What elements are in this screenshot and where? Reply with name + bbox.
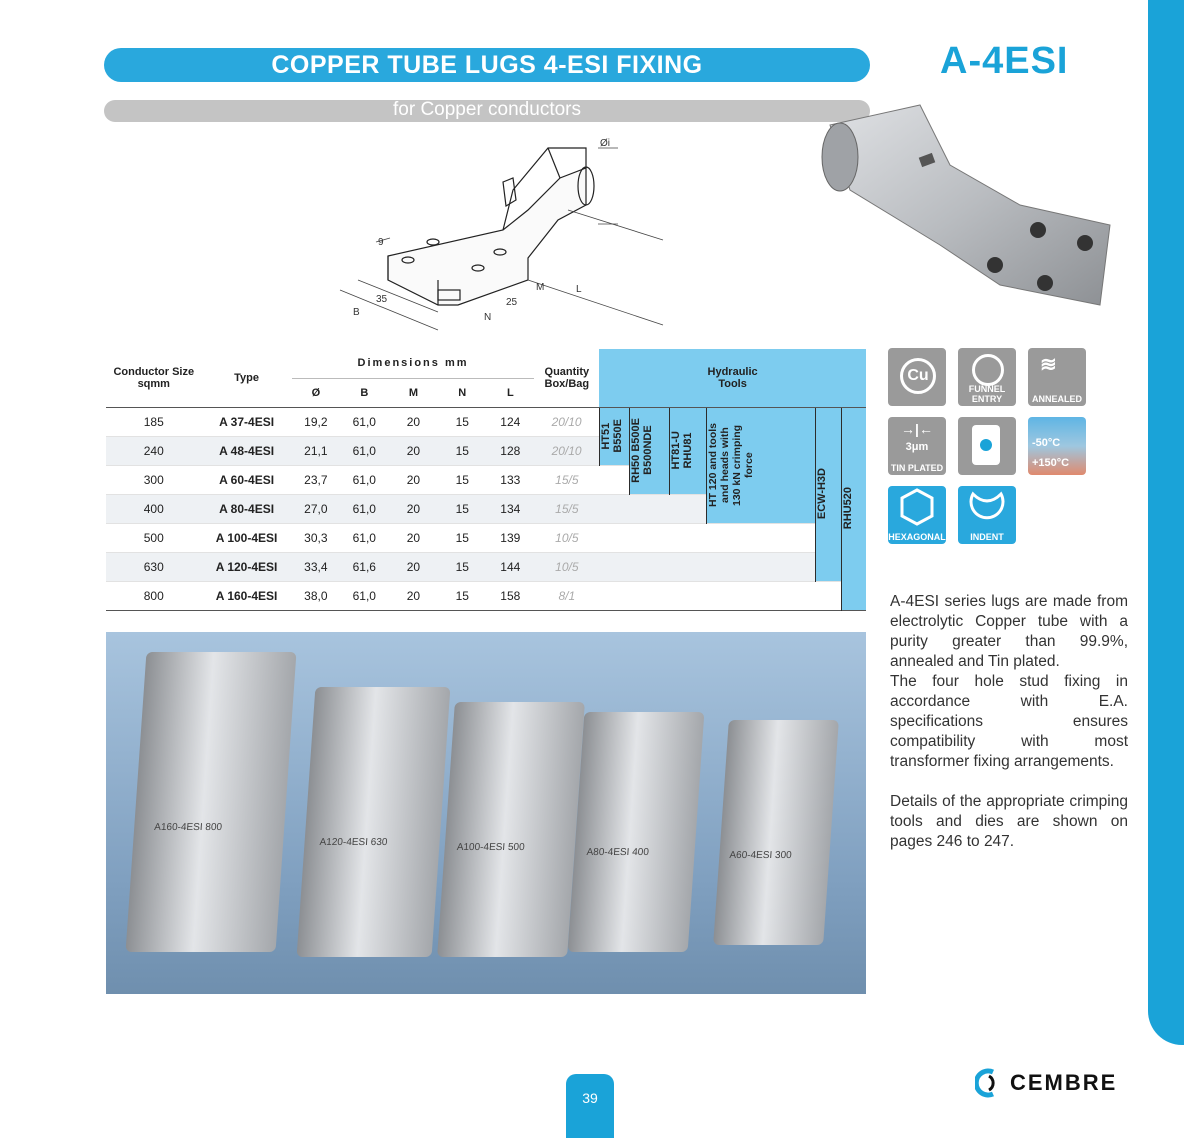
lug-4: A80-4ESI 400: [568, 712, 705, 952]
description-p2: The four hole stud fixing in accordance with E.A. specifications ensures compatibility with most transformer fixing arrangements.: [890, 673, 1128, 770]
cell-qty: 15/5: [534, 465, 599, 494]
tool-rhu520: RHU520: [842, 407, 866, 610]
cell-b: 61,0: [340, 436, 388, 465]
empty-cell: [599, 581, 841, 610]
cu-icon: Cu: [888, 348, 946, 406]
th-n: N: [458, 386, 467, 399]
cell-b: 61,0: [340, 581, 388, 610]
empty-cell: [599, 552, 815, 581]
tool-ht81: HT81-U RHU81: [670, 407, 707, 494]
cell-d: 27,0: [292, 494, 340, 523]
cell-size: 300: [106, 465, 202, 494]
cell-l: 128: [486, 436, 534, 465]
dim-di: Øi: [600, 138, 610, 149]
cell-qty: 15/5: [534, 494, 599, 523]
empty-cell: [599, 465, 630, 494]
cell-l: 144: [486, 552, 534, 581]
empty-cell: [599, 523, 815, 552]
lug-3: A100-4ESI 500: [437, 702, 585, 957]
cell-d: 30,3: [292, 523, 340, 552]
th-conductor: Conductor Size sqmm: [113, 365, 195, 390]
cell-b: 61,6: [340, 552, 388, 581]
cell-n: 15: [438, 552, 486, 581]
cell-n: 15: [438, 494, 486, 523]
table-row: [106, 552, 866, 581]
cell-n: 15: [438, 523, 486, 552]
cell-qty: 20/10: [534, 407, 599, 436]
cell-m: 20: [389, 552, 439, 581]
cell-n: 15: [438, 465, 486, 494]
th-type: Type: [234, 371, 260, 384]
dim-9: 9: [378, 237, 384, 248]
empty-cell: [599, 494, 706, 523]
dim-m: M: [536, 282, 545, 293]
th-b: B: [360, 386, 369, 399]
th-l: L: [506, 386, 514, 399]
page-number: 39: [566, 1074, 614, 1138]
cell-size: 400: [106, 494, 202, 523]
cell-size: 800: [106, 581, 202, 610]
cell-l: 124: [486, 407, 534, 436]
tool-rh50: RH50 B500E B500NDE: [630, 407, 670, 494]
th-tools: Hydraulic Tools: [599, 349, 866, 407]
table-row: [106, 523, 866, 552]
cell-m: 20: [389, 494, 439, 523]
cell-n: 15: [438, 581, 486, 610]
cell-type: A 48-4ESI: [202, 436, 292, 465]
dim-n: N: [484, 312, 492, 323]
dim-b: B: [353, 307, 360, 318]
th-qty: Quantity Box/Bag: [544, 365, 590, 390]
technical-drawing: [318, 130, 678, 335]
page-subtitle: for Copper conductors: [104, 100, 870, 122]
dim-l: L: [576, 284, 582, 295]
cell-size: 500: [106, 523, 202, 552]
cell-d: 33,4: [292, 552, 340, 581]
tool-ht51: HT51 B550E: [599, 407, 630, 465]
hexagonal-icon: HEXAGONAL: [888, 486, 946, 544]
cell-size: 185: [106, 407, 202, 436]
cell-m: 20: [389, 523, 439, 552]
product-photo: [106, 632, 866, 994]
cell-type: A 100-4ESI: [202, 523, 292, 552]
tool-ht120: HT 120 and tools and heads with 130 kN crimping force: [707, 407, 816, 523]
cell-b: 61,0: [340, 465, 388, 494]
cell-b: 61,0: [340, 523, 388, 552]
cell-type: A 120-4ESI: [202, 552, 292, 581]
spec-table: [106, 349, 866, 611]
cell-l: 158: [486, 581, 534, 610]
th-d: Ø: [311, 386, 321, 399]
cell-size: 630: [106, 552, 202, 581]
cell-n: 15: [438, 436, 486, 465]
th-m: M: [408, 386, 418, 399]
table-row: [106, 407, 866, 436]
lug-1: A160-4ESI 800: [126, 652, 297, 952]
th-dimensions: Dimensions mm: [292, 349, 535, 378]
product-image: [810, 95, 1130, 310]
cell-m: 20: [389, 436, 439, 465]
cell-qty: 8/1: [534, 581, 599, 610]
tin-plated-icon: →|← 3μm TIN PLATED: [888, 417, 946, 475]
brand-logo-icon: [975, 1068, 1003, 1098]
brand-name: CEMBRE: [1010, 1070, 1118, 1095]
cell-l: 133: [486, 465, 534, 494]
cell-qty: 20/10: [534, 436, 599, 465]
cell-b: 61,0: [340, 407, 388, 436]
table-row: [106, 581, 866, 610]
dim-35: 35: [376, 294, 388, 305]
lug-5: A60-4ESI 300: [713, 720, 839, 945]
dim-25: 25: [506, 297, 518, 308]
cell-qty: 10/5: [534, 523, 599, 552]
cell-type: A 80-4ESI: [202, 494, 292, 523]
inspection-icon: [958, 417, 1016, 475]
indent-icon: INDENT: [958, 486, 1016, 544]
lug-2: A120-4ESI 630: [297, 687, 451, 957]
annealed-icon: ≋ ANNEALED: [1028, 348, 1086, 406]
side-tab: [1148, 0, 1184, 1045]
cell-d: 23,7: [292, 465, 340, 494]
cell-size: 240: [106, 436, 202, 465]
cell-m: 20: [389, 581, 439, 610]
cell-l: 139: [486, 523, 534, 552]
cell-l: 134: [486, 494, 534, 523]
cell-d: 19,2: [292, 407, 340, 436]
cell-n: 15: [438, 407, 486, 436]
cell-type: A 60-4ESI: [202, 465, 292, 494]
temperature-icon: -50°C +150°C: [1028, 417, 1086, 475]
cell-b: 61,0: [340, 494, 388, 523]
cell-qty: 10/5: [534, 552, 599, 581]
cell-m: 20: [389, 407, 439, 436]
description-p3: Details of the appropriate crimping tools and dies are shown on pages 246 to 247.: [890, 793, 1128, 850]
cell-d: 38,0: [292, 581, 340, 610]
description-p1: A-4ESI series lugs are made from electrolytic Copper tube with a purity greater than 99.9%, annealed and Tin plated.: [890, 593, 1128, 670]
tool-ecw: ECW-H3D: [816, 407, 842, 581]
page-title: COPPER TUBE LUGS 4-ESI FIXING: [104, 48, 870, 82]
cell-d: 21,1: [292, 436, 340, 465]
funnel-entry-icon: FUNNEL ENTRY: [958, 348, 1016, 406]
cell-m: 20: [389, 465, 439, 494]
cell-type: A 37-4ESI: [202, 407, 292, 436]
description: [890, 592, 1128, 872]
cell-type: A 160-4ESI: [202, 581, 292, 610]
product-code: A-4ESI: [940, 40, 1069, 82]
